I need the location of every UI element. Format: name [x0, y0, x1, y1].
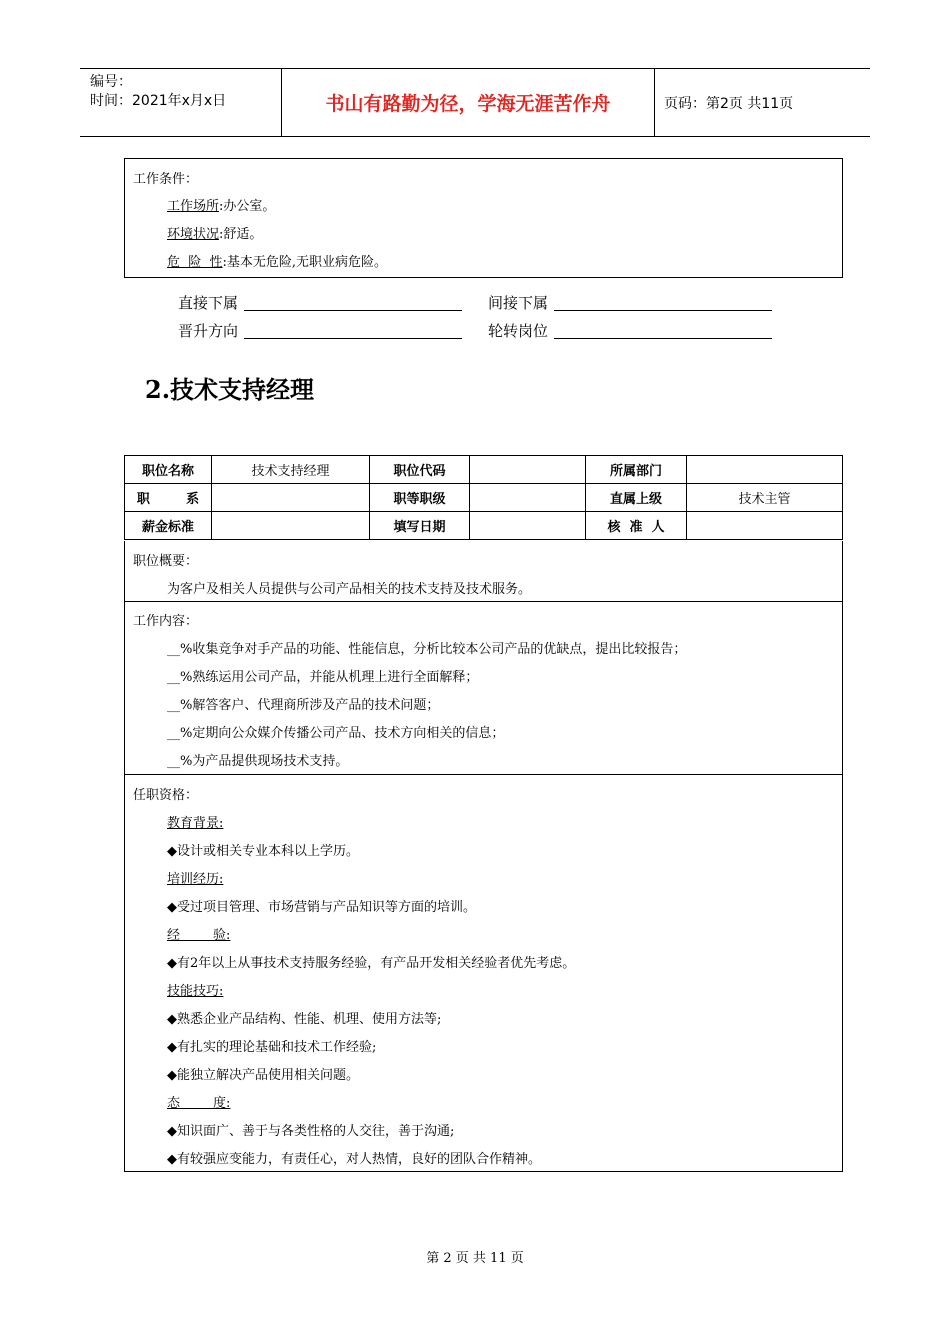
overview-text: 为客户及相关人员提供与公司产品相关的技术支持及技术服务。	[167, 582, 532, 597]
qualifications-title: 任职资格：	[133, 788, 199, 803]
header-motto: 书山有路勤为径，学海无涯苦作舟	[325, 93, 611, 115]
work-conditions-box	[124, 158, 843, 278]
duty-item: __%定期向公众媒介传播公司产品、技术方向相关的信息；	[167, 726, 505, 741]
doc-time-label: 时间：2021年x月x日	[90, 93, 227, 109]
qualification-heading: 培训经历:	[167, 872, 224, 887]
work-conditions-title: 工作条件：	[133, 172, 199, 187]
overview-title: 职位概要：	[133, 554, 199, 569]
table-cell	[212, 484, 370, 512]
qualification-item: ◆有2年以上从事技术支持服务经验，有产品开发相关经验者优先考虑。	[167, 956, 576, 971]
table-cell: 职 系	[125, 484, 212, 512]
qualification-heading: 经 验:	[167, 928, 231, 943]
indirect-subordinate-label: 间接下属	[488, 294, 549, 312]
promotion-label: 晋升方向	[178, 322, 239, 340]
duty-item: __%为产品提供现场技术支持。	[167, 754, 349, 769]
qualification-item: ◆设计或相关专业本科以上学历。	[167, 844, 359, 859]
table-cell	[470, 484, 586, 512]
table-row	[125, 456, 843, 484]
table-cell	[470, 456, 586, 484]
qualification-item: ◆有扎实的理论基础和技术工作经验;	[167, 1040, 377, 1055]
table-cell: 直属上级	[586, 484, 687, 512]
header-left	[90, 73, 226, 111]
table-cell: 技术支持经理	[212, 456, 370, 484]
duty-item: __%解答客户、代理商所涉及产品的技术问题；	[167, 698, 440, 713]
page-header	[80, 68, 870, 137]
table-cell	[212, 512, 370, 540]
qualification-item: ◆知识面广、善于与各类性格的人交往，善于沟通;	[167, 1124, 455, 1139]
fill-line	[244, 338, 462, 339]
table-cell	[687, 512, 843, 540]
work-condition-item: 环境状况:舒适。	[167, 227, 263, 242]
qualification-heading: 态 度:	[167, 1096, 231, 1111]
table-cell: 职位代码	[370, 456, 470, 484]
qualification-heading: 教育背景:	[167, 816, 224, 831]
table-cell: 核 准 人	[586, 512, 687, 540]
doc-number-label: 编号：	[90, 74, 132, 90]
table-cell: 职位名称	[125, 456, 212, 484]
table-cell	[687, 456, 843, 484]
table-cell: 填写日期	[370, 512, 470, 540]
position-table	[124, 455, 843, 540]
work-condition-item: 危 险 性:基本无危险,无职业病危险。	[167, 255, 388, 270]
work-condition-item: 工作场所:办公室。	[167, 199, 276, 214]
fill-line	[554, 338, 772, 339]
table-cell	[470, 512, 586, 540]
table-row	[125, 484, 843, 512]
fill-line	[244, 310, 462, 311]
table-cell: 职等职级	[370, 484, 470, 512]
qualification-item: ◆有较强应变能力，有责任心，对人热情，良好的团队合作精神。	[167, 1152, 541, 1167]
qualification-item: ◆能独立解决产品使用相关问题。	[167, 1068, 359, 1083]
table-row	[125, 512, 843, 540]
duties-section	[124, 602, 843, 775]
table-cell: 所属部门	[586, 456, 687, 484]
direct-subordinate-label: 直接下属	[178, 294, 239, 312]
qualification-item: ◆熟悉企业产品结构、性能、机理、使用方法等;	[167, 1012, 442, 1027]
overview-section	[124, 541, 843, 602]
table-cell: 技术主管	[687, 484, 843, 512]
qualifications-section	[124, 774, 843, 1172]
duty-item: __%收集竞争对手产品的功能、性能信息，分析比较本公司产品的优缺点，提出比较报告；	[167, 642, 687, 657]
fill-line	[554, 310, 772, 311]
table-cell: 薪金标准	[125, 512, 212, 540]
page-footer: 第 2 页 共 11 页	[426, 1251, 524, 1266]
qualification-item: ◆受过项目管理、市场营销与产品知识等方面的培训。	[167, 900, 476, 915]
rotation-label: 轮转岗位	[488, 322, 549, 340]
duties-title: 工作内容：	[133, 614, 199, 629]
section-heading: 2.技术支持经理	[145, 375, 315, 404]
qualification-heading: 技能技巧:	[167, 984, 224, 999]
header-page-info: 页码：第2页 共11页	[664, 95, 794, 112]
header-divider	[654, 69, 655, 136]
duty-item: __%熟练运用公司产品，并能从机理上进行全面解释；	[167, 670, 479, 685]
